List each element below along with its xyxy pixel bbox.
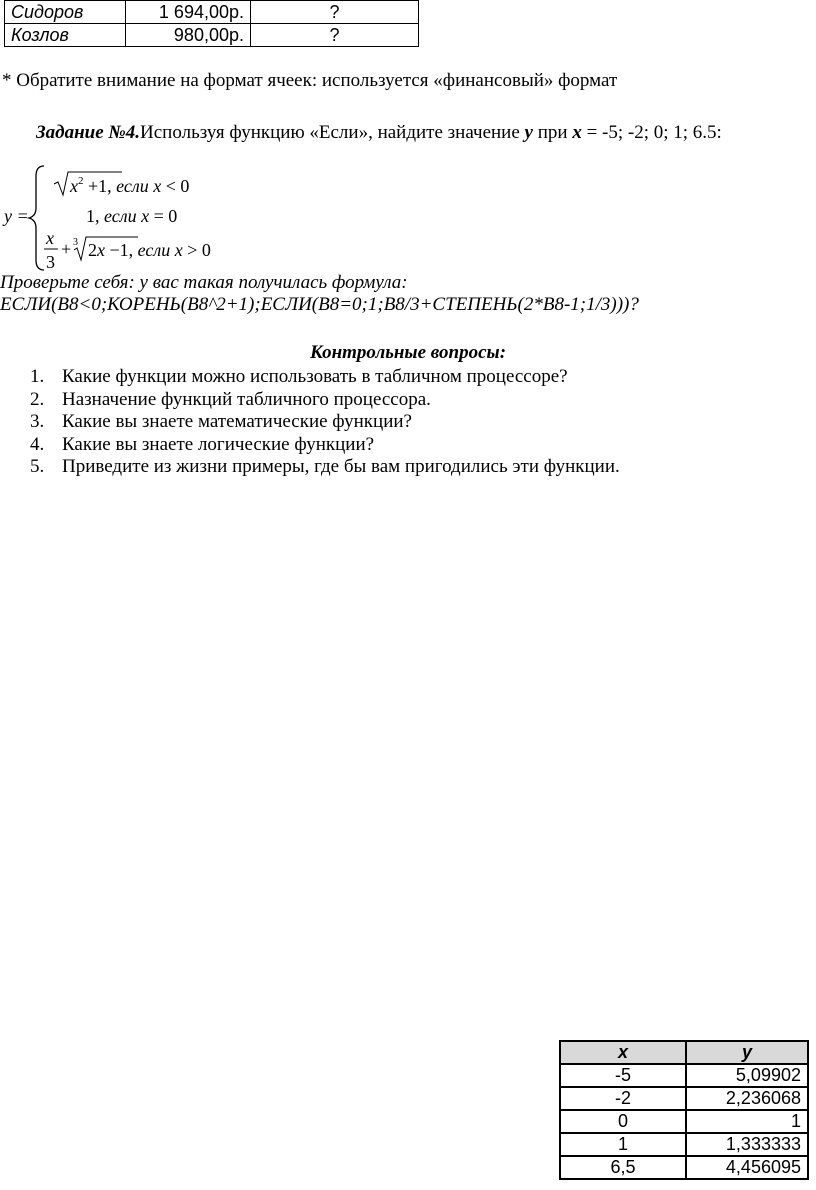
task-text: Используя функцию «Если», найдите значение <box>140 122 525 143</box>
list-item <box>30 389 620 412</box>
task-statement <box>36 122 722 144</box>
employee-name: Сидоров <box>5 1 126 24</box>
header-x: x <box>560 1041 686 1064</box>
svg-text:x2 +1, если x < 0: $x^2 +1$, если x < 0 <box>70 175 190 196</box>
list-item <box>30 411 620 434</box>
self-check-prompt: Проверьте себя: у вас такая получилась формула: <box>0 272 408 293</box>
task-label: Задание №4. <box>36 122 141 143</box>
list-item <box>30 434 620 457</box>
x-cell: 1 <box>560 1133 686 1156</box>
x-cell: -2 <box>560 1087 686 1110</box>
svg-text:+: + <box>61 239 72 259</box>
list-item <box>30 366 620 389</box>
table-row <box>560 1133 808 1156</box>
x-cell: -5 <box>560 1064 686 1087</box>
questions-title: Контрольные вопросы: <box>309 342 507 363</box>
self-check <box>0 272 639 316</box>
formula-lhs: y = <box>4 206 29 226</box>
format-note: * Обратите внимание на формат ячеек: используется «финансовый» формат <box>2 70 618 91</box>
list-item <box>30 456 620 479</box>
self-check-formula: ЕСЛИ(B8<0;КОРЕНЬ(B8^2+1);ЕСЛИ(B8=0;1;B8/3+СТЕПЕНЬ(2*B8-1;1/3)))? <box>0 294 639 315</box>
y-cell: 1,333333 <box>686 1133 808 1156</box>
table-row <box>5 1 419 24</box>
results-table <box>559 1040 809 1180</box>
salary-table <box>4 0 419 47</box>
piecewise-formula <box>0 160 260 275</box>
formula-case-3 <box>44 228 211 272</box>
employee-name: Козлов <box>5 24 126 47</box>
unknown-value: ? <box>251 24 419 47</box>
item-number: 4. <box>30 433 45 455</box>
questions-list <box>30 366 620 479</box>
task-text: = -5; -2; 0; 1; 6.5: <box>581 122 722 143</box>
unknown-value: ? <box>251 1 419 24</box>
svg-text:x: x <box>46 228 54 248</box>
x-cell: 6,5 <box>560 1156 686 1179</box>
item-text: Назначение функций табличного процессора. <box>62 388 431 410</box>
y-cell: 4,456095 <box>686 1156 808 1179</box>
salary-amount: 1 694,00р. <box>126 1 251 24</box>
var-y: y <box>524 122 533 143</box>
item-number: 1. <box>30 366 45 387</box>
item-text: Какие вы знаете математические функции? <box>62 411 412 432</box>
header-y: y <box>686 1041 808 1064</box>
svg-text:2x −1, если x > 0: 2x −1, если x > 0 <box>88 240 211 260</box>
formula-case-1 <box>54 172 189 196</box>
table-header-row <box>560 1041 808 1064</box>
formula-case-2: 1, если x = 0 <box>86 206 178 226</box>
item-number: 3. <box>30 411 45 432</box>
item-number: 2. <box>30 388 45 410</box>
item-number: 5. <box>30 456 45 477</box>
y-cell: 1 <box>686 1110 808 1133</box>
y-cell: 2,236068 <box>686 1087 808 1110</box>
table-row <box>560 1110 808 1133</box>
svg-text:3: 3 <box>46 252 55 272</box>
table-row <box>560 1064 808 1087</box>
x-cell: 0 <box>560 1110 686 1133</box>
table-row <box>560 1156 808 1179</box>
item-text: Какие вы знаете логические функции? <box>62 433 375 455</box>
svg-text:3: 3 <box>73 237 78 248</box>
task-text: при <box>532 122 573 143</box>
y-cell: 5,09902 <box>686 1064 808 1087</box>
var-x: x <box>572 122 582 143</box>
salary-amount: 980,00р. <box>126 24 251 47</box>
table-row <box>560 1087 808 1110</box>
item-text: Приведите из жизни примеры, где бы вам пригодились эти функции. <box>62 456 620 477</box>
brace-icon <box>29 166 44 270</box>
table-row <box>5 24 419 47</box>
item-text: Какие функции можно использовать в табличном процессоре? <box>62 366 568 387</box>
